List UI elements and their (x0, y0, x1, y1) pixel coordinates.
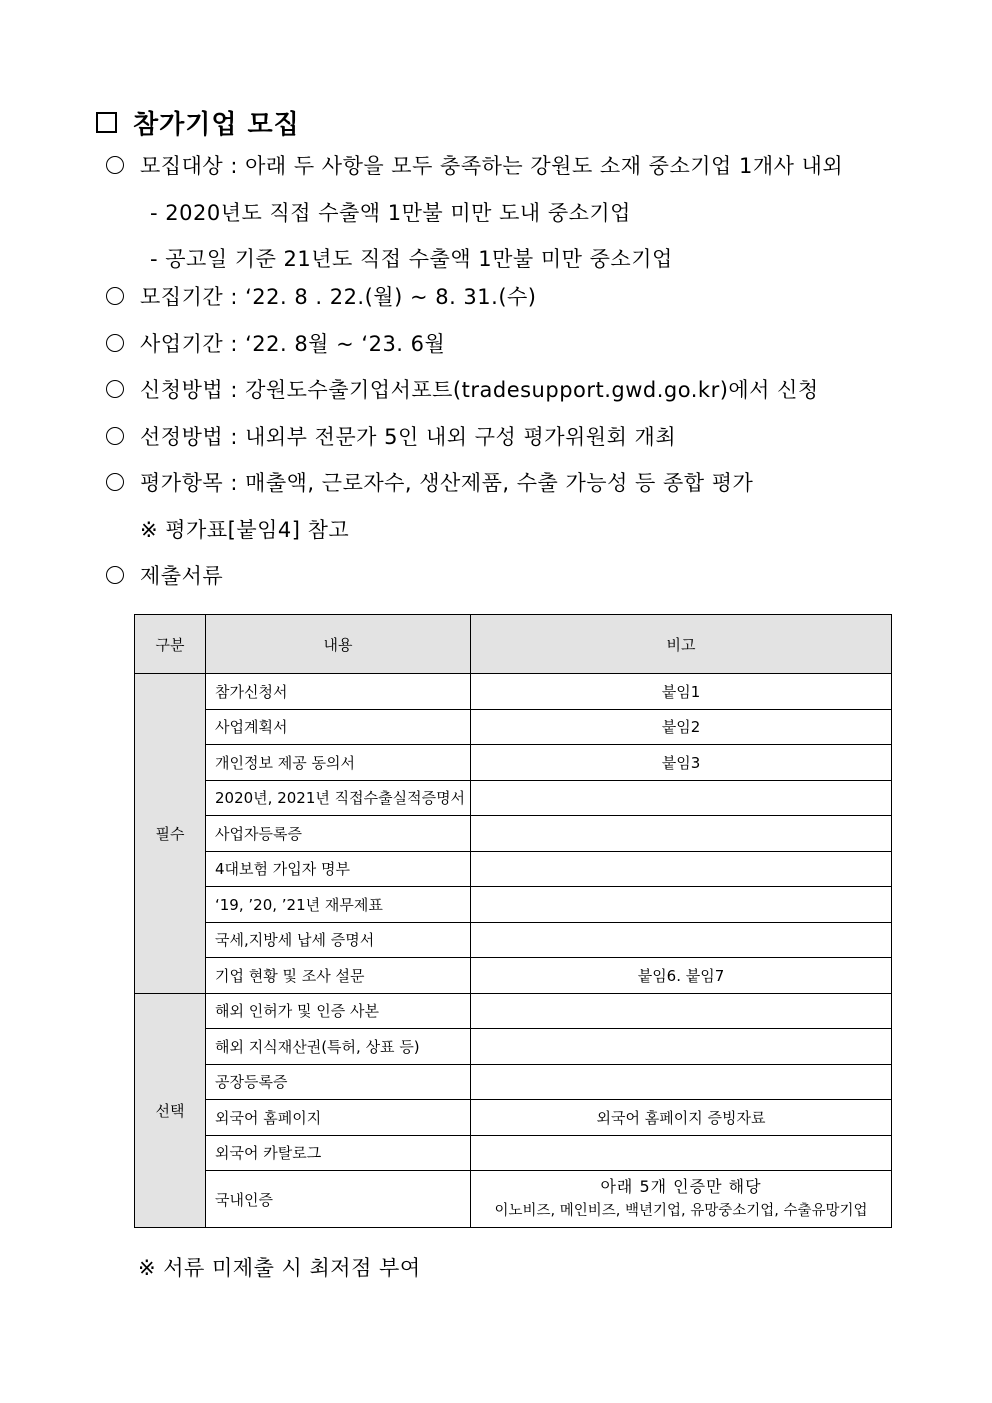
row-content: 사업계획서 (206, 709, 471, 745)
note-line-1: 아래 5개 인증만 해당 (600, 1177, 762, 1196)
row-note: 외국어 홈페이지 증빙자료 (471, 1100, 892, 1136)
table-header-row (135, 615, 892, 674)
circle-bullet-icon (106, 566, 124, 584)
row-note (471, 1064, 892, 1100)
category-required: 필수 (135, 674, 206, 994)
item-selection-method: 선정방법 : 내외부 전문가 5인 내외 구성 평가위원회 개최 (106, 421, 676, 451)
row-note (471, 1171, 892, 1228)
row-content: 공장등록증 (206, 1064, 471, 1100)
square-bullet-icon (96, 112, 117, 133)
table-row (135, 1171, 892, 1228)
row-content: 국세,지방세 납세 증명서 (206, 922, 471, 958)
row-content: 참가신청서 (206, 674, 471, 710)
row-content: 해외 인허가 및 인증 사본 (206, 993, 471, 1029)
circle-bullet-icon (106, 156, 124, 174)
row-note: 붙임3 (471, 745, 892, 781)
table-row (135, 1100, 892, 1136)
header-content: 내용 (206, 615, 471, 674)
row-note (471, 887, 892, 923)
row-note (471, 851, 892, 887)
table-row (135, 1135, 892, 1171)
category-optional: 선택 (135, 993, 206, 1228)
item-target-sub2: - 공고일 기준 21년도 직접 수출액 1만불 미만 중소기업 (150, 247, 673, 271)
circle-bullet-icon (106, 473, 124, 491)
row-note: 붙임1 (471, 674, 892, 710)
footer-note: ※ 서류 미제출 시 최저점 부여 (138, 1256, 421, 1280)
circle-bullet-icon (106, 380, 124, 398)
table-row (135, 745, 892, 781)
item-evaluation-note: ※ 평가표[붙임4] 참고 (140, 518, 350, 542)
row-content: 외국어 카탈로그 (206, 1135, 471, 1171)
table-row (135, 887, 892, 923)
header-note: 비고 (471, 615, 892, 674)
row-note (471, 816, 892, 852)
row-content: 해외 지식재산권(특허, 상표 등) (206, 1029, 471, 1065)
note-line-2: 이노비즈, 메인비즈, 백년기업, 유망중소기업, 수출유망기업 (494, 1203, 868, 1219)
row-content: ‘19, ’20, ’21년 재무제표 (206, 887, 471, 923)
row-content: 기업 현황 및 조사 설문 (206, 958, 471, 994)
item-target: 모집대상 : 아래 두 사항을 모두 충족하는 강원도 소재 중소기업 1개사 내외 (106, 150, 843, 180)
row-content: 국내인증 (206, 1171, 471, 1228)
table-row (135, 780, 892, 816)
table-row (135, 993, 892, 1029)
circle-bullet-icon (106, 287, 124, 305)
row-note (471, 1029, 892, 1065)
item-business-period: 사업기간 : ‘22. 8월 ~ ‘23. 6월 (106, 328, 445, 358)
table-row (135, 1064, 892, 1100)
item-apply-method: 신청방법 : 강원도수출기업서포트(tradesupport.gwd.go.kr)에서 신청 (106, 374, 819, 404)
table-row (135, 958, 892, 994)
circle-bullet-icon (106, 334, 124, 352)
table-row (135, 1029, 892, 1065)
row-note (471, 993, 892, 1029)
row-note (471, 922, 892, 958)
item-period: 모집기간 : ‘22. 8 . 22.(월) ~ 8. 31.(수) (106, 281, 537, 311)
item-documents: 제출서류 (106, 560, 223, 590)
table-row (135, 851, 892, 887)
row-content: 사업자등록증 (206, 816, 471, 852)
row-content: 개인정보 제공 동의서 (206, 745, 471, 781)
row-note (471, 780, 892, 816)
row-note: 붙임2 (471, 709, 892, 745)
row-content: 4대보험 가입자 명부 (206, 851, 471, 887)
item-target-sub1: - 2020년도 직접 수출액 1만불 미만 도내 중소기업 (150, 201, 631, 225)
row-content: 2020년, 2021년 직접수출실적증명서 (206, 780, 471, 816)
table-row (135, 709, 892, 745)
table-row (135, 674, 892, 710)
table-row (135, 922, 892, 958)
header-category: 구분 (135, 615, 206, 674)
table-row (135, 816, 892, 852)
section-title-text: 참가기업 모집 (133, 110, 300, 140)
item-evaluation: 평가항목 : 매출액, 근로자수, 생산제품, 수출 가능성 등 종합 평가 (106, 467, 753, 497)
section-title (96, 104, 300, 141)
row-note (471, 1135, 892, 1171)
row-content: 외국어 홈페이지 (206, 1100, 471, 1136)
row-note: 붙임6. 붙임7 (471, 958, 892, 994)
documents-table (134, 614, 892, 1228)
circle-bullet-icon (106, 427, 124, 445)
